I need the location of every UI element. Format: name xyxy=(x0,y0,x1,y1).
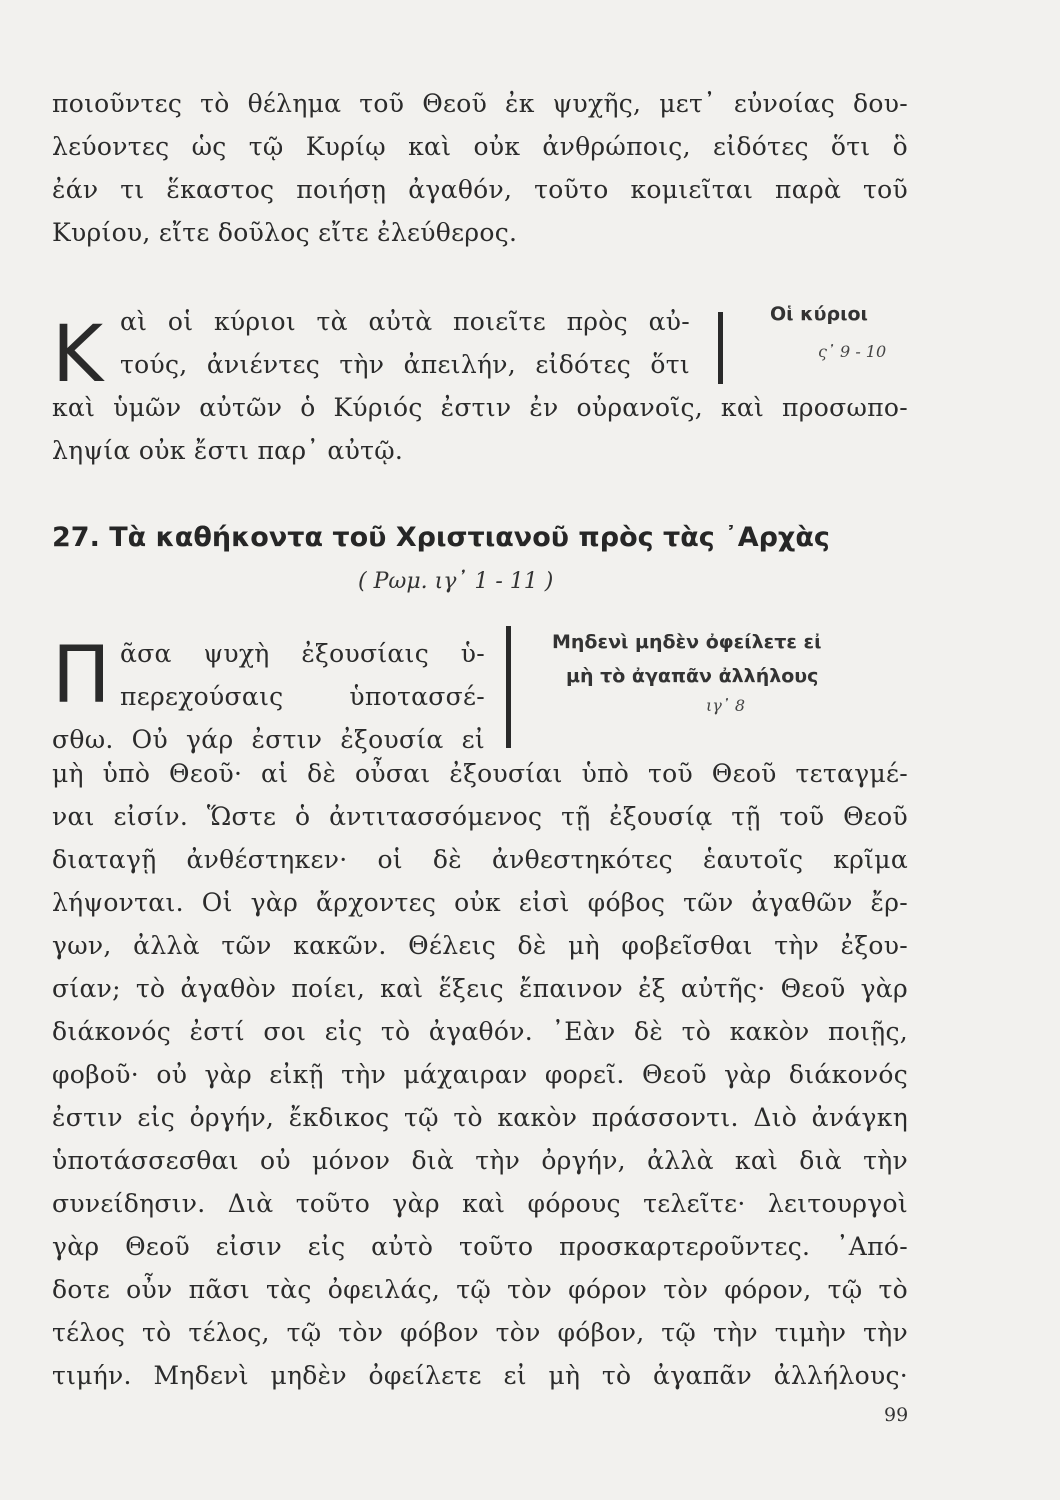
text-line: λεύοντες ὡς τῷ Κυρίῳ καὶ οὐκ ἀνθρώποις, εἰδότες ὅτι ὃ xyxy=(52,132,908,161)
authorities-narrow-text xyxy=(120,632,485,718)
text-line: ἐάν τι ἕκαστος ποιήσῃ ἀγαθόν, τοῦτο κομιεῖται παρὰ τοῦ xyxy=(52,175,908,204)
section-heading: 27. Τὰ καθήκοντα τοῦ Χριστιανοῦ πρὸς τὰς ᾽Αρχὰς xyxy=(52,522,830,553)
margin-reference: ιγ᾽ 8 xyxy=(706,696,746,715)
margin-title-line: Μηδενὶ μηδὲν ὀφείλετε εἰ xyxy=(552,631,822,653)
text-line: τιμήν. Μηδενὶ μηδὲν ὀφείλετε εἰ μὴ τὸ ἀγαπᾶν ἀλλήλους· xyxy=(52,1361,908,1390)
text-line: λήψονται. Οἱ γὰρ ἄρχοντες οὐκ εἰσὶ φόβος τῶν ἀγαθῶν ἔρ- xyxy=(52,888,908,917)
text-line: καὶ ὑμῶν αὐτῶν ὁ Κύριός ἐστιν ἐν οὐρανοῖς, καὶ προσωπο- xyxy=(52,393,908,422)
margin-title: Οἱ κύριοι xyxy=(770,303,868,325)
drop-cap: Κ xyxy=(52,310,104,400)
text-line: ποιοῦντες τὸ θέλημα τοῦ Θεοῦ ἐκ ψυχῆς, μετ᾽ εὐνοίας δου- xyxy=(52,89,908,118)
text-line: μὴ ὑπὸ Θεοῦ· αἱ δὲ οὖσαι ἐξουσίαι ὑπὸ τοῦ Θεοῦ τεταγμέ- xyxy=(52,759,908,788)
text-line: γων, ἀλλὰ τῶν κακῶν. Θέλεις δὲ μὴ φοβεῖσθαι τὴν ἐξου- xyxy=(52,931,908,960)
margin-rule xyxy=(506,626,511,748)
text-line: ληψία οὐκ ἔστι παρ᾽ αὐτῷ. xyxy=(52,436,404,465)
text-line: ναι εἰσίν. Ὥστε ὁ ἀντιτασσόμενος τῇ ἐξουσίᾳ τῇ τοῦ Θεοῦ xyxy=(52,802,908,831)
text-line: τέλος τὸ τέλος, τῷ τὸν φόβον τὸν φόβον, τῷ τὴν τιμὴν τὴν xyxy=(52,1318,908,1347)
authorities-paragraph xyxy=(52,752,908,1397)
text-line: αὶ οἱ κύριοι τὰ αὐτὰ ποιεῖτε πρὸς αὐ- xyxy=(120,307,690,336)
text-line: διαταγῇ ἀνθέστηκεν· οἱ δὲ ἀνθεστηκότες ἑαυτοῖς κρῖμα xyxy=(52,845,908,874)
text-line: γὰρ Θεοῦ εἰσιν εἰς αὐτὸ τοῦτο προσκαρτεροῦντες. ᾽Από- xyxy=(52,1232,908,1261)
margin-title-line: μὴ τὸ ἀγαπᾶν ἀλλήλους xyxy=(566,665,819,687)
text-line: σίαν; τὸ ἀγαθὸν ποίει, καὶ ἕξεις ἔπαινον ἐξ αὐτῆς· Θεοῦ γὰρ xyxy=(52,974,908,1003)
margin-rule xyxy=(718,312,723,384)
continuation-paragraph xyxy=(52,82,908,254)
text-line: ἐστιν εἰς ὀργήν, ἔκδικος τῷ τὸ κακὸν πράσσοντι. Διὸ ἀνάγκη xyxy=(52,1103,908,1132)
drop-cap: Π xyxy=(52,631,111,721)
text-line: ὑποτάσσεσθαι οὐ μόνον διὰ τὴν ὀργήν, ἀλλὰ καὶ διὰ τὴν xyxy=(52,1146,908,1175)
text-line: δοτε οὖν πᾶσι τὰς ὀφειλάς, τῷ τὸν φόρον τὸν φόρον, τῷ τὸ xyxy=(52,1275,908,1304)
text-line: διάκονός ἐστί σοι εἰς τὸ ἀγαθόν. ᾽Εὰν δὲ τὸ κακὸν ποιῇς, xyxy=(52,1017,908,1046)
text-line: τούς, ἀνιέντες τὴν ἀπειλήν, εἰδότες ὅτι xyxy=(120,350,690,379)
text-line: συνείδησιν. Διὰ τοῦτο γὰρ καὶ φόρους τελεῖτε· λειτουργοὶ xyxy=(52,1189,908,1218)
text-line: σθω. Οὐ γάρ ἐστιν ἐξουσία εἰ xyxy=(52,725,485,754)
section-reference: ( Ρωμ. ιγ᾽ 1 - 11 ) xyxy=(358,569,554,594)
text-line: φοβοῦ· οὐ γὰρ εἰκῇ τὴν μάχαιραν φορεῖ. Θεοῦ γὰρ διάκονός xyxy=(52,1060,908,1089)
text-line: περεχούσαις ὑποτασσέ- xyxy=(120,682,485,711)
masters-paragraph xyxy=(52,386,908,472)
text-line: ᾶσα ψυχὴ ἐξουσίαις ὑ- xyxy=(120,639,485,668)
margin-reference: ς᾽ 9 - 10 xyxy=(818,342,887,361)
page-number: 99 xyxy=(884,1404,909,1426)
masters-narrow-text xyxy=(120,300,690,386)
text-line: Κυρίου, εἴτε δοῦλος εἴτε ἐλεύθερος. xyxy=(52,218,518,247)
